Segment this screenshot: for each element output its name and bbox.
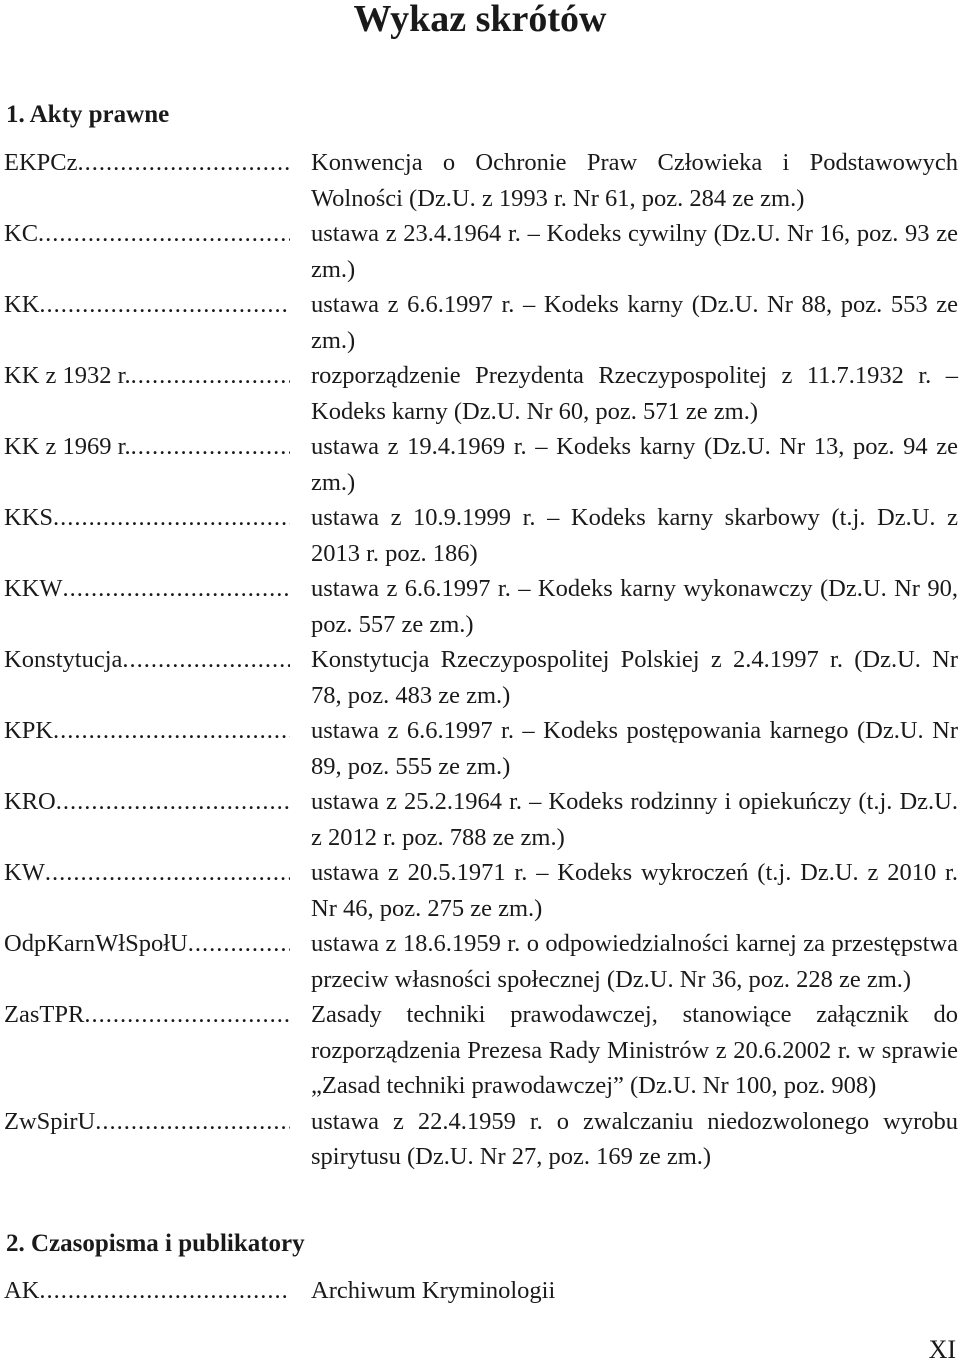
- abbreviation-description: ustawa z 22.4.1959 r. o zwalczaniu niedozwolonego wyrobu spirytusu (Dz.U. Nr 27, poz. 169 ze zm.): [311, 1107, 958, 1170]
- abbreviation: AK: [4, 1277, 40, 1304]
- list-item: [4, 926, 958, 997]
- dot-leader: [39, 287, 290, 358]
- list-item: [4, 500, 958, 571]
- dot-leader: [45, 855, 290, 926]
- abbreviation-description: rozporządzenie Prezydenta Rzeczypospolitej z 11.7.1932 r. – Kodeks karny (Dz.U. Nr 60, poz. 571 ze zm.): [311, 362, 958, 425]
- abbreviation-description: Konwencja o Ochronie Praw Człowieka i Podstawowych Wolności (Dz.U. z 1993 r. Nr 61, poz. 284 ze zm.): [311, 149, 958, 212]
- journals-list: [4, 1273, 958, 1309]
- list-item: [4, 358, 958, 429]
- dot-leader: [84, 997, 290, 1104]
- page-title: Wykaz skrótów: [353, 0, 607, 40]
- abbreviation: KRO: [4, 788, 56, 815]
- list-item: [4, 855, 958, 926]
- abbreviation: KK z 1969 r.: [4, 433, 131, 460]
- dot-leader: [56, 784, 290, 855]
- abbreviation: KW: [4, 859, 45, 886]
- abbreviation: KKW: [4, 575, 63, 602]
- abbreviation: KK: [4, 291, 40, 318]
- list-item: [4, 997, 958, 1104]
- list-item: [4, 1104, 958, 1175]
- page-number: XI: [928, 1335, 956, 1364]
- dot-leader: [188, 926, 290, 997]
- dot-leader: [131, 429, 290, 500]
- list-item: [4, 784, 958, 855]
- abbreviation-description: Konstytucja Rzeczypospolitej Polskiej z 2.4.1997 r. (Dz.U. Nr 78, poz. 483 ze zm.): [311, 646, 958, 709]
- abbreviation-description: ustawa z 18.6.1959 r. o odpowiedzialności karnej za przestępstwa przeciw własności społecznej (Dz.U. Nr 36, poz. 228 ze zm.): [311, 930, 958, 993]
- dot-leader: [122, 642, 290, 713]
- abbreviation: ZwSpirU: [4, 1107, 96, 1135]
- abbreviation: ZasTPR: [4, 1001, 85, 1028]
- section-heading-legal-acts: 1. Akty prawne: [6, 101, 170, 128]
- abbreviation-description: Archiwum Kryminologii: [311, 1277, 556, 1304]
- abbreviation: EKPCz: [4, 149, 78, 176]
- list-item: [4, 1273, 958, 1309]
- abbreviation: KPK: [4, 717, 54, 744]
- abbreviation-description: ustawa z 6.6.1997 r. – Kodeks postępowania karnego (Dz.U. Nr 89, poz. 555 ze zm.): [311, 717, 958, 780]
- abbreviation: OdpKarnWłSpołU: [4, 930, 188, 957]
- legal-acts-list: [4, 145, 958, 1175]
- abbreviation-description: ustawa z 6.6.1997 r. – Kodeks karny wykonawczy (Dz.U. Nr 90, poz. 557 ze zm.): [311, 575, 958, 638]
- dot-leader: [38, 216, 290, 287]
- abbreviation-description: ustawa z 20.5.1971 r. – Kodeks wykroczeń (t.j. Dz.U. z 2010 r. Nr 46, poz. 275 ze zm.): [311, 859, 958, 922]
- abbreviation: Konstytucja: [4, 646, 123, 673]
- abbreviation-description: Zasady techniki prawodawczej, stanowiące załącznik do rozporządzenia Prezesa Rady Ministrów z 20.6.2002 r. w sprawie „Zasad techniki prawodawczej” (Dz.U. Nr 100, poz. 908): [311, 1001, 958, 1099]
- list-item: [4, 216, 958, 287]
- abbreviation-description: ustawa z 23.4.1964 r. – Kodeks cywilny (Dz.U. Nr 16, poz. 93 ze zm.): [311, 220, 958, 283]
- dot-leader: [131, 358, 290, 429]
- dot-leader: [63, 571, 290, 642]
- dot-leader: [53, 713, 290, 784]
- abbreviation-description: ustawa z 10.9.1999 r. – Kodeks karny skarbowy (t.j. Dz.U. z 2013 r. poz. 186): [311, 504, 958, 567]
- list-item: [4, 571, 958, 642]
- dot-leader: [39, 1273, 290, 1309]
- abbreviation-description: ustawa z 6.6.1997 r. – Kodeks karny (Dz.U. Nr 88, poz. 553 ze zm.): [311, 291, 958, 354]
- abbreviation-description: ustawa z 25.2.1964 r. – Kodeks rodzinny i opiekuńczy (t.j. Dz.U. z 2012 r. poz. 788 ze zm.): [311, 788, 958, 851]
- dot-leader: [53, 500, 290, 571]
- dot-leader: [95, 1104, 290, 1175]
- section-heading-journals: 2. Czasopisma i publikatory: [6, 1230, 305, 1257]
- abbreviation: KC: [4, 220, 39, 247]
- list-item: [4, 145, 958, 216]
- dot-leader: [78, 145, 291, 216]
- abbreviation: KKS: [4, 504, 54, 531]
- list-item: [4, 713, 958, 784]
- list-item: [4, 429, 958, 500]
- list-item: [4, 642, 958, 713]
- abbreviation-description: ustawa z 19.4.1969 r. – Kodeks karny (Dz.U. Nr 13, poz. 94 ze zm.): [311, 433, 958, 496]
- abbreviation: KK z 1932 r.: [4, 362, 131, 389]
- list-item: [4, 287, 958, 358]
